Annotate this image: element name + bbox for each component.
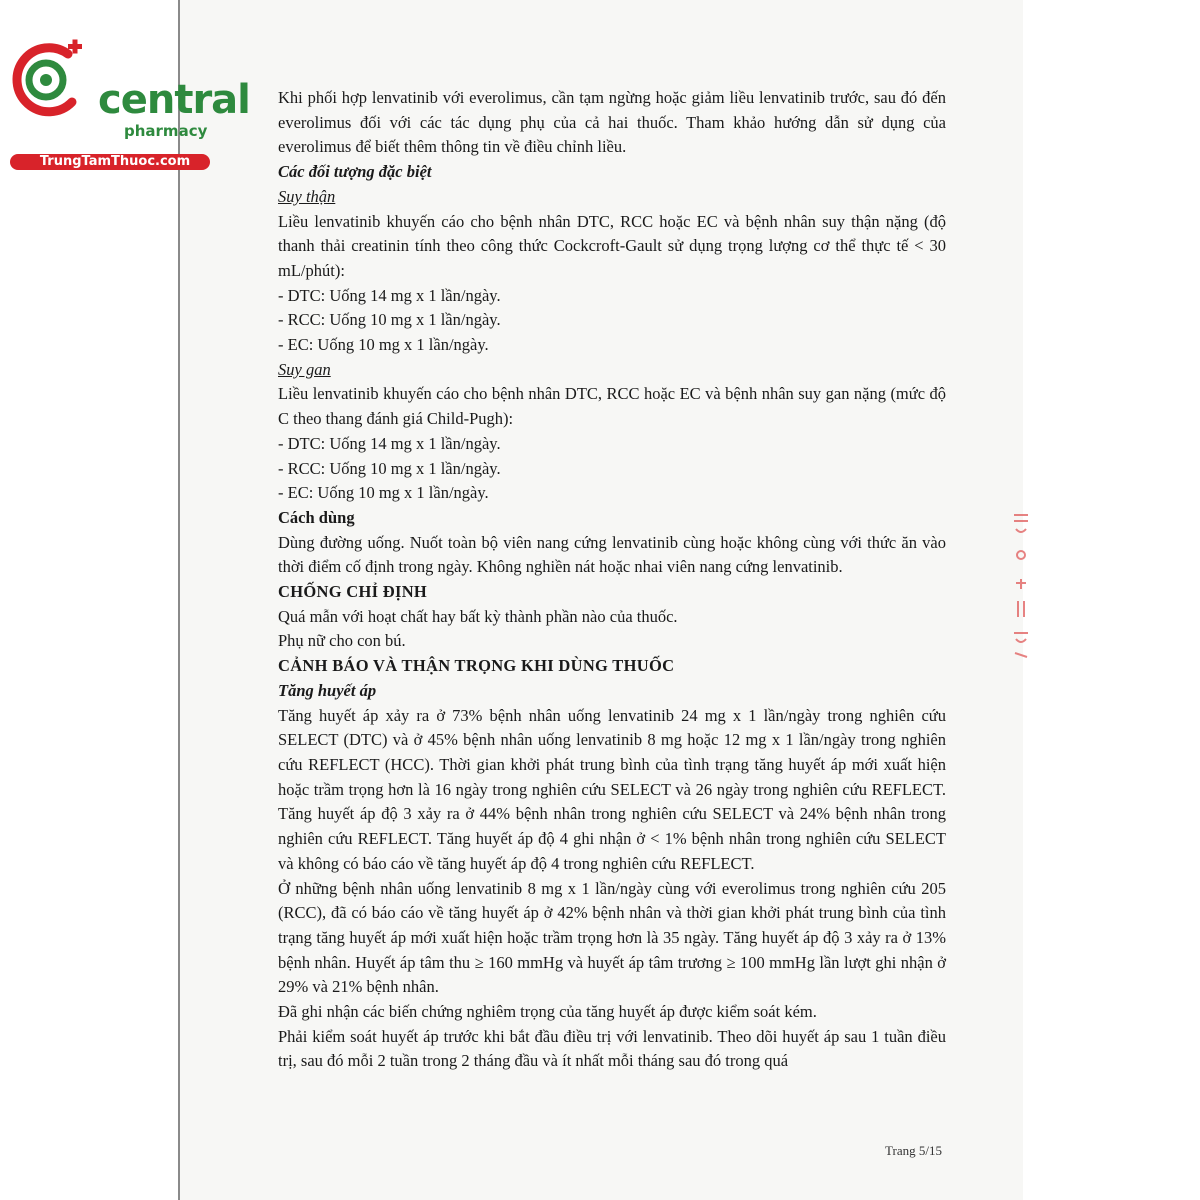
warnings-paragraph: Phải kiểm soát huyết áp trước khi bắt đầu điều trị với lenvatinib. Theo dõi huyết áp sau 1 tuần điều trị, sau đó mỗi 2 tuần trong 2 tháng đầu và ít nhất mỗi tháng sau đó trong quá (278, 1026, 946, 1071)
logo-sub-text: pharmacy (124, 122, 208, 140)
administration-text: Dùng đường uống. Nuốt toàn bộ viên nang cứng lenvatinib cùng hoặc không cùng với thức ăn vào thời điểm cố định trong ngày. Không nghiền nát hoặc nhai viên nang cứng lenvatinib. (278, 532, 946, 577)
red-stamp-marks (1006, 505, 1036, 665)
warnings-paragraph: Đã ghi nhận các biến chứng nghiêm trọng của tăng huyết áp được kiểm soát kém. (278, 1002, 817, 1022)
central-pharmacy-logo[interactable] (10, 36, 250, 169)
administration-title: Cách dùng (278, 507, 355, 527)
special-populations-heading: Các đối tượng đặc biệt (278, 162, 432, 182)
renal-dose-item: - DTC: Uống 14 mg x 1 lần/ngày. (278, 285, 501, 305)
hypertension-subtitle: Tăng huyết áp (278, 680, 377, 700)
page-number: Trang 5/15 (885, 1143, 942, 1158)
hepatic-dose-item: - EC: Uống 10 mg x 1 lần/ngày. (278, 483, 489, 503)
renal-impairment-text: Liều lenvatinib khuyến cáo cho bệnh nhân DTC, RCC hoặc EC và bệnh nhân suy thận nặng (độ thanh thải creatinin tính theo công thức Cockcroft-Gault sử dụng trọng lượng cơ thể thực tế < 30 mL/phút): (278, 211, 946, 280)
hepatic-dose-item: - DTC: Uống 14 mg x 1 lần/ngày. (278, 433, 501, 453)
logo-c-icon (10, 36, 100, 126)
contraindications-title: CHỐNG CHỈ ĐỊNH (278, 582, 428, 602)
contraindication-item: Quá mẫn với hoạt chất hay bất kỳ thành phần nào của thuốc. (278, 606, 678, 626)
renal-dose-item: - EC: Uống 10 mg x 1 lần/ngày. (278, 335, 489, 355)
intro-paragraph: Khi phối hợp lenvatinib với everolimus, cần tạm ngừng hoặc giảm liều lenvatinib trước, sau đó đến everolimus đối với các tác dụng phụ của cả hai thuốc. Tham khảo hướng dẫn sử dụng của everolimus để biết thêm thông tin về điều chỉnh liều. (278, 88, 946, 157)
contraindication-item: Phụ nữ cho con bú. (278, 631, 406, 651)
renal-dose-item: - RCC: Uống 10 mg x 1 lần/ngày. (278, 310, 501, 330)
renal-impairment-title: Suy thận (278, 186, 336, 206)
logo-brand-text: central (98, 77, 250, 123)
hepatic-impairment-text: Liều lenvatinib khuyến cáo cho bệnh nhân DTC, RCC hoặc EC và bệnh nhân suy gan nặng (mức độ C theo thang đánh giá Child-Pugh): (278, 384, 946, 429)
hepatic-impairment-title: Suy gan (278, 359, 331, 379)
page-edge (178, 0, 180, 1200)
hepatic-dose-item: - RCC: Uống 10 mg x 1 lần/ngày. (278, 458, 501, 478)
warnings-paragraph: Tăng huyết áp xảy ra ở 73% bệnh nhân uống lenvatinib 24 mg x 1 lần/ngày trong nghiên cứu SELECT (DTC) và ở 45% bệnh nhân uống lenvatinib 8 mg hoặc 12 mg x 1 lần/ngày trong nghiên cứu REFLECT (HCC). Thời gian khởi phát trung bình của tình trạng tăng huyết áp mới xuất hiện hoặc trầm trọng hơn là 16 ngày trong nghiên cứu SELECT và 26 ngày trong nghiên cứu REFLECT. Tăng huyết áp độ 3 xảy ra ở 44% bệnh nhân trong nghiên cứu SELECT và 24% bệnh nhân trong nghiên cứu REFLECT. Tăng huyết áp độ 4 ghi nhận ở < 1% bệnh nhân trong nghiên cứu SELECT và không có báo cáo về tăng huyết áp độ 4 trong nghiên cứu REFLECT. (278, 705, 946, 873)
warnings-title: CẢNH BÁO VÀ THẬN TRỌNG KHI DÙNG THUỐC (278, 656, 675, 676)
document-body (278, 86, 946, 1074)
warnings-paragraph: Ở những bệnh nhân uống lenvatinib 8 mg x 1 lần/ngày cùng với everolimus trong nghiên cứu 205 (RCC), đã có báo cáo về tăng huyết áp ở 42% bệnh nhân và thời gian khởi phát trung bình của tình trạng tăng huyết áp mới xuất hiện hoặc trầm trọng hơn là 35 ngày. Tăng huyết áp độ 3 xảy ra ở 13% bệnh nhân. Huyết áp tâm thu ≥ 160 mmHg và huyết áp tâm trương ≥ 100 mmHg lần lượt ghi nhận ở 29% và 21% bệnh nhân. (278, 878, 946, 997)
logo-site-text: TrungTamThuoc.com (39, 154, 191, 169)
